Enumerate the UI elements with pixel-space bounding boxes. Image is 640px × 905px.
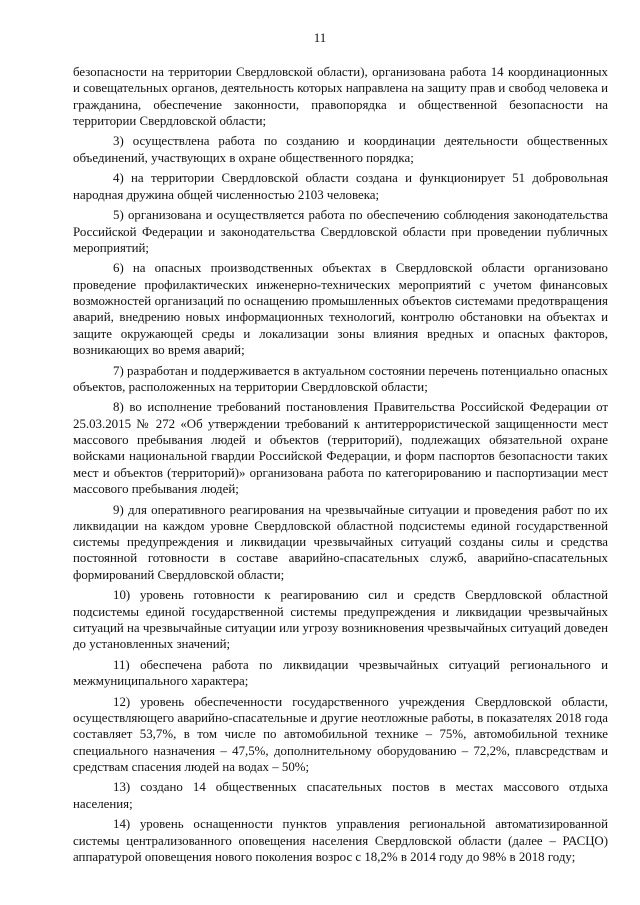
paragraph-item-12: 12) уровень обеспеченности государственного учреждения Свердловской области, осуществляющего аварийно-спасательные и другие неотложные работы, в показателях 2018 года составляет 53,7%, в том числе по автомобильной технике – 75%, автомобильной технике специального назначения – 47,5%, дополнительному оборудованию – 72,2%, плавсредствам и средствам спасения людей на водах – 50%; xyxy=(73,694,608,774)
paragraph-item-13: 13) создано 14 общественных спасательных постов в местах массового отдыха населения; xyxy=(73,780,608,811)
paragraph-item-11: 11) обеспечена работа по ликвидации чрезвычайных ситуаций регионального и межмуниципального характера; xyxy=(73,657,608,689)
paragraph-item-10: 10) уровень готовности к реагированию сил и средств Свердловской областной подсистемы единой государственной системы предупреждения и ликвидации чрезвычайных ситуаций на чрезвычайные ситуации или угрозу возникновения чрезвычайных ситуаций доведен до установленных значений; xyxy=(73,588,608,652)
paragraph-item-8: 8) во исполнение требований постановления Правительства Российской Федерации от 25.03.2015 № 272 «Об утверждении требований к антитеррористической защищенности мест массового пребывания людей и объектов (территорий), подлежащих обязательной охране войсками национальной гвардии Российской Федерации, и форм паспортов безопасности таких мест и объектов (территорий)» организована работа по категорированию и паспортизации мест массового пребывания людей; xyxy=(73,400,608,496)
paragraph-item-7: 7) разработан и поддерживается в актуальном состоянии перечень потенциально опасных объектов, расположенных на территории Свердловской области; xyxy=(73,363,608,394)
paragraph-continuation: безопасности на территории Свердловской области), организована работа 14 координационных и совещательных органов, деятельность которых направлена на защиту прав и свобод человека и гражданина, обеспечение законности, правопорядка и общественной безопасности на территории Свердловской области; xyxy=(73,65,608,128)
paragraph-item-6: 6) на опасных производственных объектах в Свердловской области организовано проведение профилактических инженерно-технических мероприятий с учетом финансовых возможностей организаций по оснащению промышленных объектов системами предотвращения аварий, внедрению новых информационных технологий, контролю обстановки на объектах и защите окружающей среды и локализации зоны влияния вредных и опасных факторов, возникающих во время аварий; xyxy=(73,261,608,357)
paragraph-item-14: 14) уровень оснащенности пунктов управления региональной автоматизированной системы централизованного оповещения населения Свердловской области (далее – РАСЦО) аппаратурой оповещения нового поколения возрос с 18,2% в 2014 году до 98% в 2018 году; xyxy=(73,817,608,864)
paragraph-item-9: 9) для оперативного реагирования на чрезвычайные ситуации и проведения работ по их ликвидации на каждом уровне Свердловской областной подсистемы единой государственной системы предупреждения и ликвидации чрезвычайных ситуаций созданы силы и средства постоянной готовности в составе аварийно-спасательных служб, аварийно-спасательных формирований Свердловской области; xyxy=(73,502,608,582)
paragraph-item-3: 3) осуществлена работа по созданию и координации деятельности общественных объединений, участвующих в охране общественного порядка; xyxy=(73,134,608,165)
document-body xyxy=(73,64,608,870)
page-number: 11 xyxy=(313,30,327,45)
paragraph-item-5: 5) организована и осуществляется работа по обеспечению соблюдения законодательства Российской Федерации и законодательства Свердловской области при проведении публичных мероприятий; xyxy=(73,208,608,255)
paragraph-item-4: 4) на территории Свердловской области создана и функционирует 51 добровольная народная дружина общей численностью 2103 человека; xyxy=(73,171,608,202)
